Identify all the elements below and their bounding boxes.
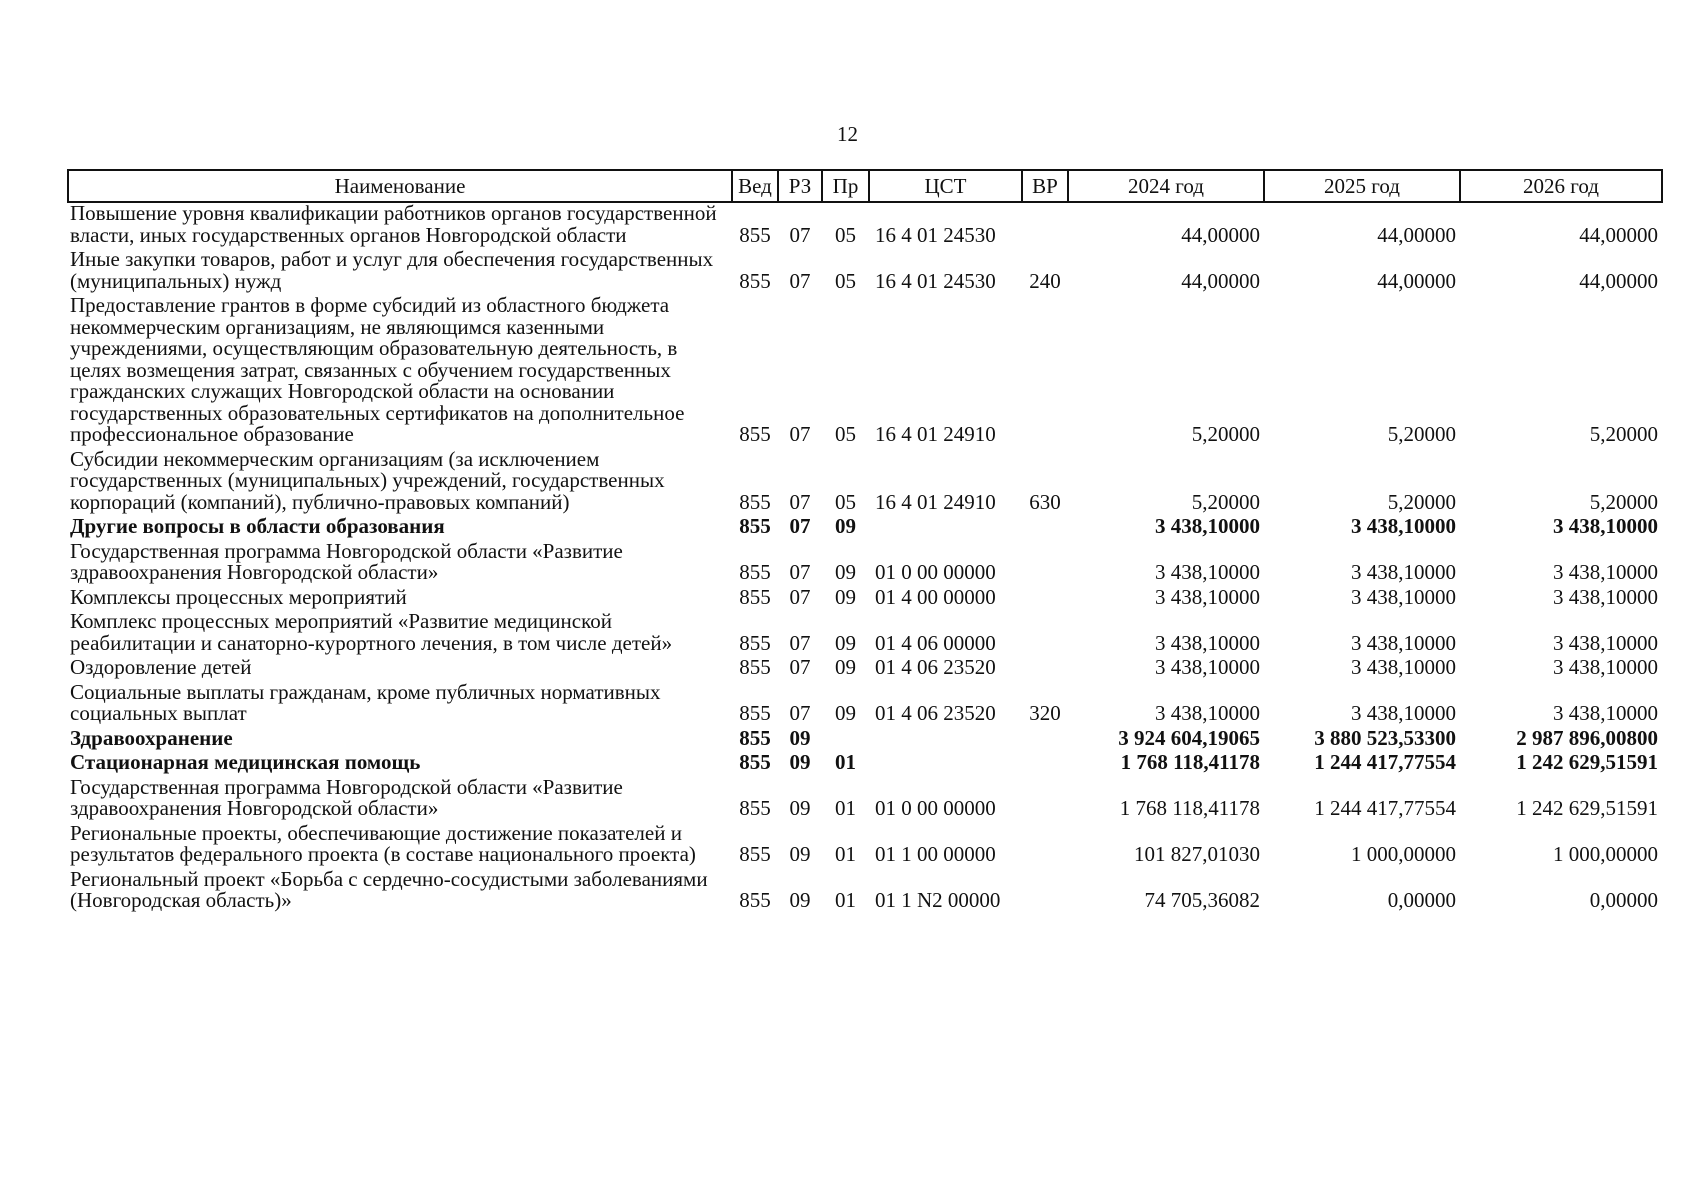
row-pr: 05 <box>835 422 856 446</box>
table-row <box>68 449 1662 517</box>
row-rz: 07 <box>789 701 811 725</box>
row-ved: 855 <box>739 796 771 820</box>
row-2024: 3 438,10000 <box>1155 514 1260 538</box>
table-row <box>68 657 1662 682</box>
header-2026: 2026 год <box>1460 170 1662 202</box>
row-name: Иные закупки товаров, работ и услуг для обеспечения государственных (муниципальных) нужд <box>70 247 714 293</box>
row-2026: 5,20000 <box>1589 422 1658 446</box>
header-vr: ВР <box>1022 170 1068 202</box>
row-cst: 01 0 00 00000 <box>875 796 996 820</box>
row-rz: 09 <box>789 842 811 866</box>
row-2025: 44,00000 <box>1377 222 1456 247</box>
row-cst: 01 1 N2 00000 <box>875 888 1001 912</box>
row-vr: 630 <box>1029 489 1061 514</box>
row-name: Стационарная медицинская помощь <box>70 750 421 774</box>
row-vr <box>1022 541 1068 587</box>
row-vr <box>1022 752 1068 777</box>
row-2026: 1 000,00000 <box>1553 842 1658 866</box>
row-2026: 44,00000 <box>1579 268 1658 293</box>
row-2025: 5,20000 <box>1387 489 1456 514</box>
row-2025: 1 000,00000 <box>1351 842 1456 866</box>
row-pr: 01 <box>835 796 856 820</box>
row-name: Региональный проект «Борьба с сердечно-сосудистыми заболеваниями (Новгородская область)» <box>70 866 708 912</box>
row-vr <box>1022 611 1068 657</box>
row-rz: 07 <box>789 655 811 679</box>
row-2026: 3 438,10000 <box>1553 584 1658 609</box>
row-rz: 07 <box>789 560 811 584</box>
row-pr: 09 <box>835 630 856 655</box>
row-rz: 07 <box>789 422 811 446</box>
row-2025: 3 438,10000 <box>1351 630 1456 655</box>
row-2025: 44,00000 <box>1377 268 1456 293</box>
row-2026: 5,20000 <box>1589 489 1658 514</box>
row-cst: 01 0 00 00000 <box>875 560 996 584</box>
row-2024: 1 768 118,41178 <box>1119 796 1260 820</box>
table-row <box>68 611 1662 657</box>
row-2024: 3 438,10000 <box>1155 655 1260 679</box>
row-vr <box>1022 777 1068 823</box>
row-vr <box>1022 587 1068 612</box>
row-pr: 01 <box>835 750 856 774</box>
row-2025: 3 880 523,53300 <box>1314 725 1456 750</box>
row-2025: 3 438,10000 <box>1351 514 1456 538</box>
header-2024: 2024 год <box>1068 170 1264 202</box>
row-cst <box>869 516 1022 541</box>
row-2024: 5,20000 <box>1191 489 1260 514</box>
row-2025: 1 244 417,77554 <box>1314 796 1456 820</box>
row-rz: 07 <box>789 489 811 514</box>
row-cst: 16 4 01 24910 <box>875 422 996 446</box>
row-name: Повышение уровня квалификации работников органов государственной власти, иных государственных органов Новгородской области <box>70 201 717 247</box>
row-vr <box>1022 728 1068 753</box>
row-rz: 09 <box>789 750 811 774</box>
row-2025: 3 438,10000 <box>1351 701 1456 725</box>
row-2026: 1 242 629,51591 <box>1516 796 1658 820</box>
table-row <box>68 249 1662 295</box>
table-body <box>68 202 1662 915</box>
row-pr: 01 <box>835 888 856 912</box>
row-2025: 5,20000 <box>1387 422 1456 446</box>
table-row <box>68 516 1662 541</box>
row-name: Субсидии некоммерческим организациям (за исключением государственных (муниципальных) учреждений, государственных корпораций (компаний), публично-правовых компаний) <box>70 446 665 514</box>
row-name: Социальные выплаты гражданам, кроме публичных нормативных социальных выплат <box>70 679 661 725</box>
table-row <box>68 682 1662 728</box>
row-name: Другие вопросы в области образования <box>70 514 445 538</box>
row-cst <box>869 752 1022 777</box>
row-vr <box>1022 295 1068 449</box>
row-rz: 09 <box>789 725 811 750</box>
header-pr: Пр <box>822 170 869 202</box>
row-rz: 07 <box>789 514 811 538</box>
row-name: Государственная программа Новгородской области «Развитие здравоохранения Новгородской области» <box>70 538 623 584</box>
header-ved: Вед <box>732 170 778 202</box>
row-ved: 855 <box>739 489 771 514</box>
row-ved: 855 <box>739 842 771 866</box>
row-2024: 1 768 118,41178 <box>1120 750 1260 774</box>
row-2024: 3 438,10000 <box>1155 584 1260 609</box>
table-row <box>68 777 1662 823</box>
row-ved: 855 <box>739 725 771 750</box>
row-2026: 3 438,10000 <box>1553 701 1658 725</box>
row-pr: 09 <box>835 584 856 609</box>
row-2026: 3 438,10000 <box>1553 630 1658 655</box>
row-vr: 320 <box>1029 701 1061 725</box>
row-rz: 09 <box>789 888 811 912</box>
row-2024: 3 438,10000 <box>1155 560 1260 584</box>
row-ved: 855 <box>739 584 771 609</box>
row-pr: 05 <box>835 489 856 514</box>
row-2025: 1 244 417,77554 <box>1314 750 1456 774</box>
row-2024: 5,20000 <box>1191 422 1260 446</box>
table-row <box>68 202 1662 249</box>
table-row <box>68 295 1662 449</box>
row-2024: 74 705,36082 <box>1144 888 1260 912</box>
row-ved: 855 <box>739 655 771 679</box>
row-pr <box>822 728 869 753</box>
page-number: 12 <box>837 122 858 146</box>
row-2024: 3 438,10000 <box>1155 630 1260 655</box>
row-2026: 0,00000 <box>1589 888 1658 912</box>
row-ved: 855 <box>739 701 771 725</box>
row-2025: 3 438,10000 <box>1351 560 1456 584</box>
row-name: Государственная программа Новгородской области «Развитие здравоохранения Новгородской области» <box>70 774 623 820</box>
row-ved: 855 <box>739 422 771 446</box>
row-pr: 09 <box>835 514 856 538</box>
row-2026: 3 438,10000 <box>1553 514 1658 538</box>
header-cst: ЦСТ <box>869 170 1022 202</box>
row-cst: 01 1 00 00000 <box>875 842 996 866</box>
row-cst: 01 4 06 23520 <box>875 701 996 725</box>
row-2026: 1 242 629,51591 <box>1516 750 1658 774</box>
row-2026: 44,00000 <box>1579 222 1658 247</box>
row-ved: 855 <box>739 560 771 584</box>
row-2024: 101 827,01030 <box>1134 842 1260 866</box>
row-pr: 09 <box>835 701 856 725</box>
row-ved: 855 <box>739 888 771 912</box>
row-vr <box>1022 869 1068 915</box>
table-row <box>68 587 1662 612</box>
row-2026: 3 438,10000 <box>1553 655 1658 679</box>
row-cst <box>869 728 1022 753</box>
row-2025: 0,00000 <box>1387 888 1456 912</box>
row-name: Региональные проекты, обеспечивающие достижение показателей и результатов федерального проекта (в составе национального проекта) <box>70 820 696 866</box>
row-name: Оздоровление детей <box>70 655 252 679</box>
row-cst: 01 4 06 23520 <box>875 655 996 679</box>
row-2024: 44,00000 <box>1181 268 1260 293</box>
row-cst: 01 4 06 00000 <box>875 630 996 655</box>
row-pr: 01 <box>835 842 856 866</box>
row-2024: 3 438,10000 <box>1155 701 1260 725</box>
row-name: Комплекс процессных мероприятий «Развитие медицинской реабилитации и санаторно-курортного лечения, в том числе детей» <box>70 609 673 655</box>
row-2025: 3 438,10000 <box>1351 584 1456 609</box>
budget-table <box>67 169 1663 915</box>
row-rz: 07 <box>789 584 811 609</box>
row-pr: 05 <box>835 268 856 293</box>
row-rz: 07 <box>789 222 811 247</box>
row-ved: 855 <box>739 268 771 293</box>
row-vr <box>1022 657 1068 682</box>
row-ved: 855 <box>739 514 771 538</box>
header-name: Наименование <box>68 170 732 202</box>
row-2026: 3 438,10000 <box>1553 560 1658 584</box>
row-vr: 240 <box>1029 268 1061 293</box>
row-2024: 3 924 604,19065 <box>1118 725 1260 750</box>
table-row <box>68 728 1662 753</box>
row-ved: 855 <box>739 750 771 774</box>
row-pr: 05 <box>835 222 856 247</box>
row-name: Предоставление грантов в форме субсидий из областного бюджета некоммерческим организациям, не являющимся казенными учреждениями, осуществляющим образовательную деятельность, в целях возмещения затрат, связанных с обучением государственных гражданских служащих Новгородской области на основании государственных образовательных сертификатов на дополнительное профессиональное образование <box>70 293 685 446</box>
row-vr <box>1022 202 1068 249</box>
row-pr: 09 <box>835 655 856 679</box>
row-2026: 2 987 896,00800 <box>1516 725 1658 750</box>
row-2025: 3 438,10000 <box>1351 655 1456 679</box>
row-2024: 44,00000 <box>1181 222 1260 247</box>
table-row <box>68 823 1662 869</box>
row-pr: 09 <box>835 560 856 584</box>
row-vr <box>1022 823 1068 869</box>
header-rz: РЗ <box>778 170 822 202</box>
header-2025: 2025 год <box>1264 170 1460 202</box>
row-cst: 16 4 01 24530 <box>875 222 996 247</box>
row-rz: 07 <box>789 630 811 655</box>
table-row <box>68 752 1662 777</box>
row-cst: 16 4 01 24910 <box>875 489 996 514</box>
table-row <box>68 869 1662 915</box>
row-vr <box>1022 516 1068 541</box>
row-rz: 07 <box>789 268 811 293</box>
row-name: Здравоохранение <box>70 725 233 750</box>
row-cst: 16 4 01 24530 <box>875 268 996 293</box>
table-row <box>68 541 1662 587</box>
row-rz: 09 <box>789 796 811 820</box>
row-name: Комплексы процессных мероприятий <box>70 584 407 609</box>
row-ved: 855 <box>739 630 771 655</box>
row-cst: 01 4 00 00000 <box>875 584 996 609</box>
table-header-row <box>68 170 1662 202</box>
row-ved: 855 <box>739 222 771 247</box>
